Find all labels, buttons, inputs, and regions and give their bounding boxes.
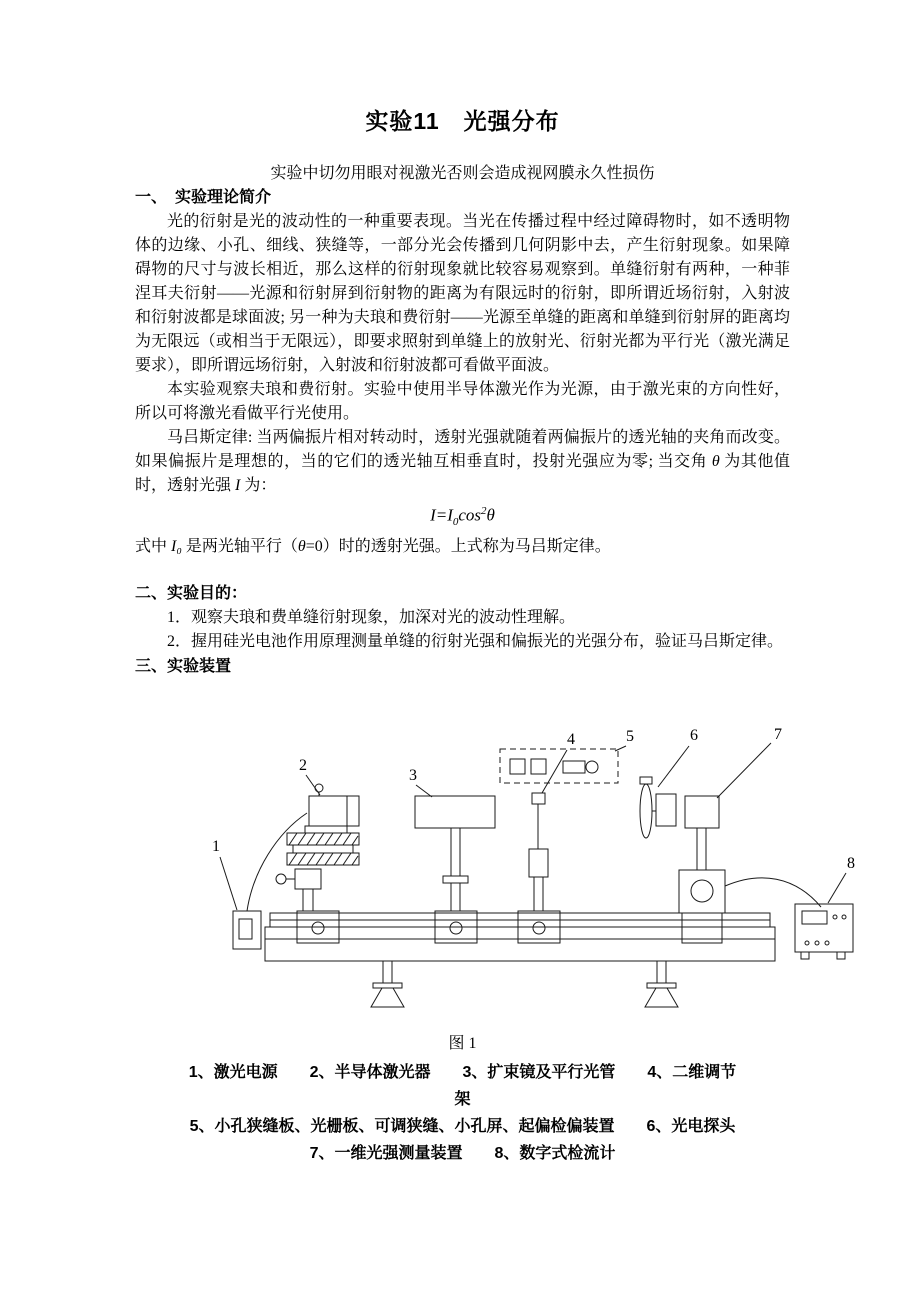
optical-bench-rail (265, 913, 775, 961)
malus-text-post: 为： (240, 477, 277, 494)
section-2-heading: 二、实验目的： (135, 585, 248, 603)
page-title: 实验11 光强分布 (365, 108, 560, 134)
figure-label-8: 8 (847, 855, 855, 873)
figure-label-6: 6 (690, 727, 698, 745)
formula-cos: cos (458, 505, 482, 525)
laser-warning-text: 实验中切勿用眼对视激光否则会造成视网膜永久性损伤 (270, 165, 655, 182)
figure-legend-line-2: 架 (454, 1091, 471, 1109)
formula-subscript: 0 (452, 516, 459, 529)
apparatus-diagram (185, 721, 875, 1021)
formula-explanation (135, 535, 790, 559)
formula-theta: θ (486, 505, 495, 525)
figure-caption: 图 1 (448, 1035, 477, 1053)
bench-foot-right (645, 961, 678, 1007)
explain-pre: 式中 (135, 538, 172, 556)
photoelectric-probe (640, 777, 676, 838)
objective-item-1: 1．观察夫琅和费单缝衍射现象，加深对光的波动性理解。 (167, 609, 576, 627)
figure-label-3: 3 (409, 767, 417, 785)
theory-paragraph-1: 光的衍射是光的波动性的一种重要表现。当光在传播过程中经过障碍物时，如不透明物体的边缘、小孔、细线、狭缝等，一部分光会传播到几何阴影中去，产生衍射现象。如果障碍物的尺寸与波长相近，那么这样的衍射现象就比较容易观察到。单缝衍射有两种，一种菲涅耳夫衍射——光源和衍射屏到衍射物的距离为有限远时的衍射，即所谓近场衍射，入射波和衍射波都是球面波; 另一种为夫琅和费衍射——光源至单缝的距离和单缝到衍射屏的距离均为无限远（或相当于无限远），即要求照射到单缝上的放射光、衍射光都为平行光（激光满足要求），即所谓远场衍射，入射波和衍射波都可看做平面波。 (135, 213, 790, 374)
section-3-heading: 三、实验装置 (135, 658, 232, 676)
beam-expander-collimator (415, 796, 495, 943)
formula-superscript: 2 (481, 505, 487, 517)
cable-power-to-laser (247, 813, 307, 911)
cable-probe-to-meter (725, 878, 821, 907)
theory-paragraph-malus (135, 426, 790, 498)
figure-label-7: 7 (774, 726, 782, 744)
objective-item-2: 2．握用硅光电池作用原理测量单缝的衍射光强和偏振光的光强分布，验证马吕斯定律。 (167, 633, 784, 651)
malus-law-formula (135, 498, 790, 535)
malus-text-pre: 马吕斯定律: 当两偏振片相对转动时，透射光强就随着两偏振片的透光轴的夹角而改变。如果偏振片是理想的，当的它们的透光轴互相垂直时，投射光强应为零; 当交角 (135, 429, 790, 470)
intensity-symbol: I (235, 477, 241, 494)
digital-galvanometer (795, 904, 853, 959)
semiconductor-laser-assembly (276, 784, 359, 943)
slit-plate-set (500, 749, 618, 783)
figure-label-2: 2 (299, 757, 307, 775)
figure-legend-line-3: 5、小孔狭缝板、光栅板、可调狭缝、小孔屏、起偏检偏装置 6、光电探头 (189, 1118, 736, 1136)
formula-lhs: I=I (430, 505, 453, 525)
apparatus-figure (185, 721, 875, 1026)
theta-symbol: θ (711, 453, 720, 470)
malus-text-mid: 为其他值时，透射光强 (135, 453, 790, 494)
figure-legend-line-1: 1、激光电源 2、半导体激光器 3、扩束镜及平行光管 4、二维调节 (188, 1064, 737, 1082)
figure-legend-line-4: 7、一维光强测量装置 8、数字式检流计 (309, 1145, 616, 1163)
clamp-hatching (289, 833, 358, 865)
i0-symbol: I₀ (171, 538, 182, 556)
figure-label-4: 4 (567, 731, 575, 749)
theory-paragraph-2: 本实验观察夫琅和费衍射。实验中使用半导体激光作为光源，由于激光束的方向性好，所以可将激光看做平行光使用。 (135, 381, 790, 422)
figure-label-5: 5 (626, 728, 634, 746)
theta-symbol-2: θ (297, 538, 306, 556)
bench-foot-left (371, 961, 404, 1007)
figure-label-1: 1 (212, 838, 220, 856)
section-1-heading: 一、 实验理论简介 (135, 189, 272, 206)
explain-mid: 是两光轴平行（ (181, 538, 298, 556)
laser-power-supply (233, 911, 261, 949)
intensity-measuring-device (679, 796, 725, 943)
explain-post: =0）时的透射光强。上式称为马吕斯定律。 (305, 538, 611, 556)
